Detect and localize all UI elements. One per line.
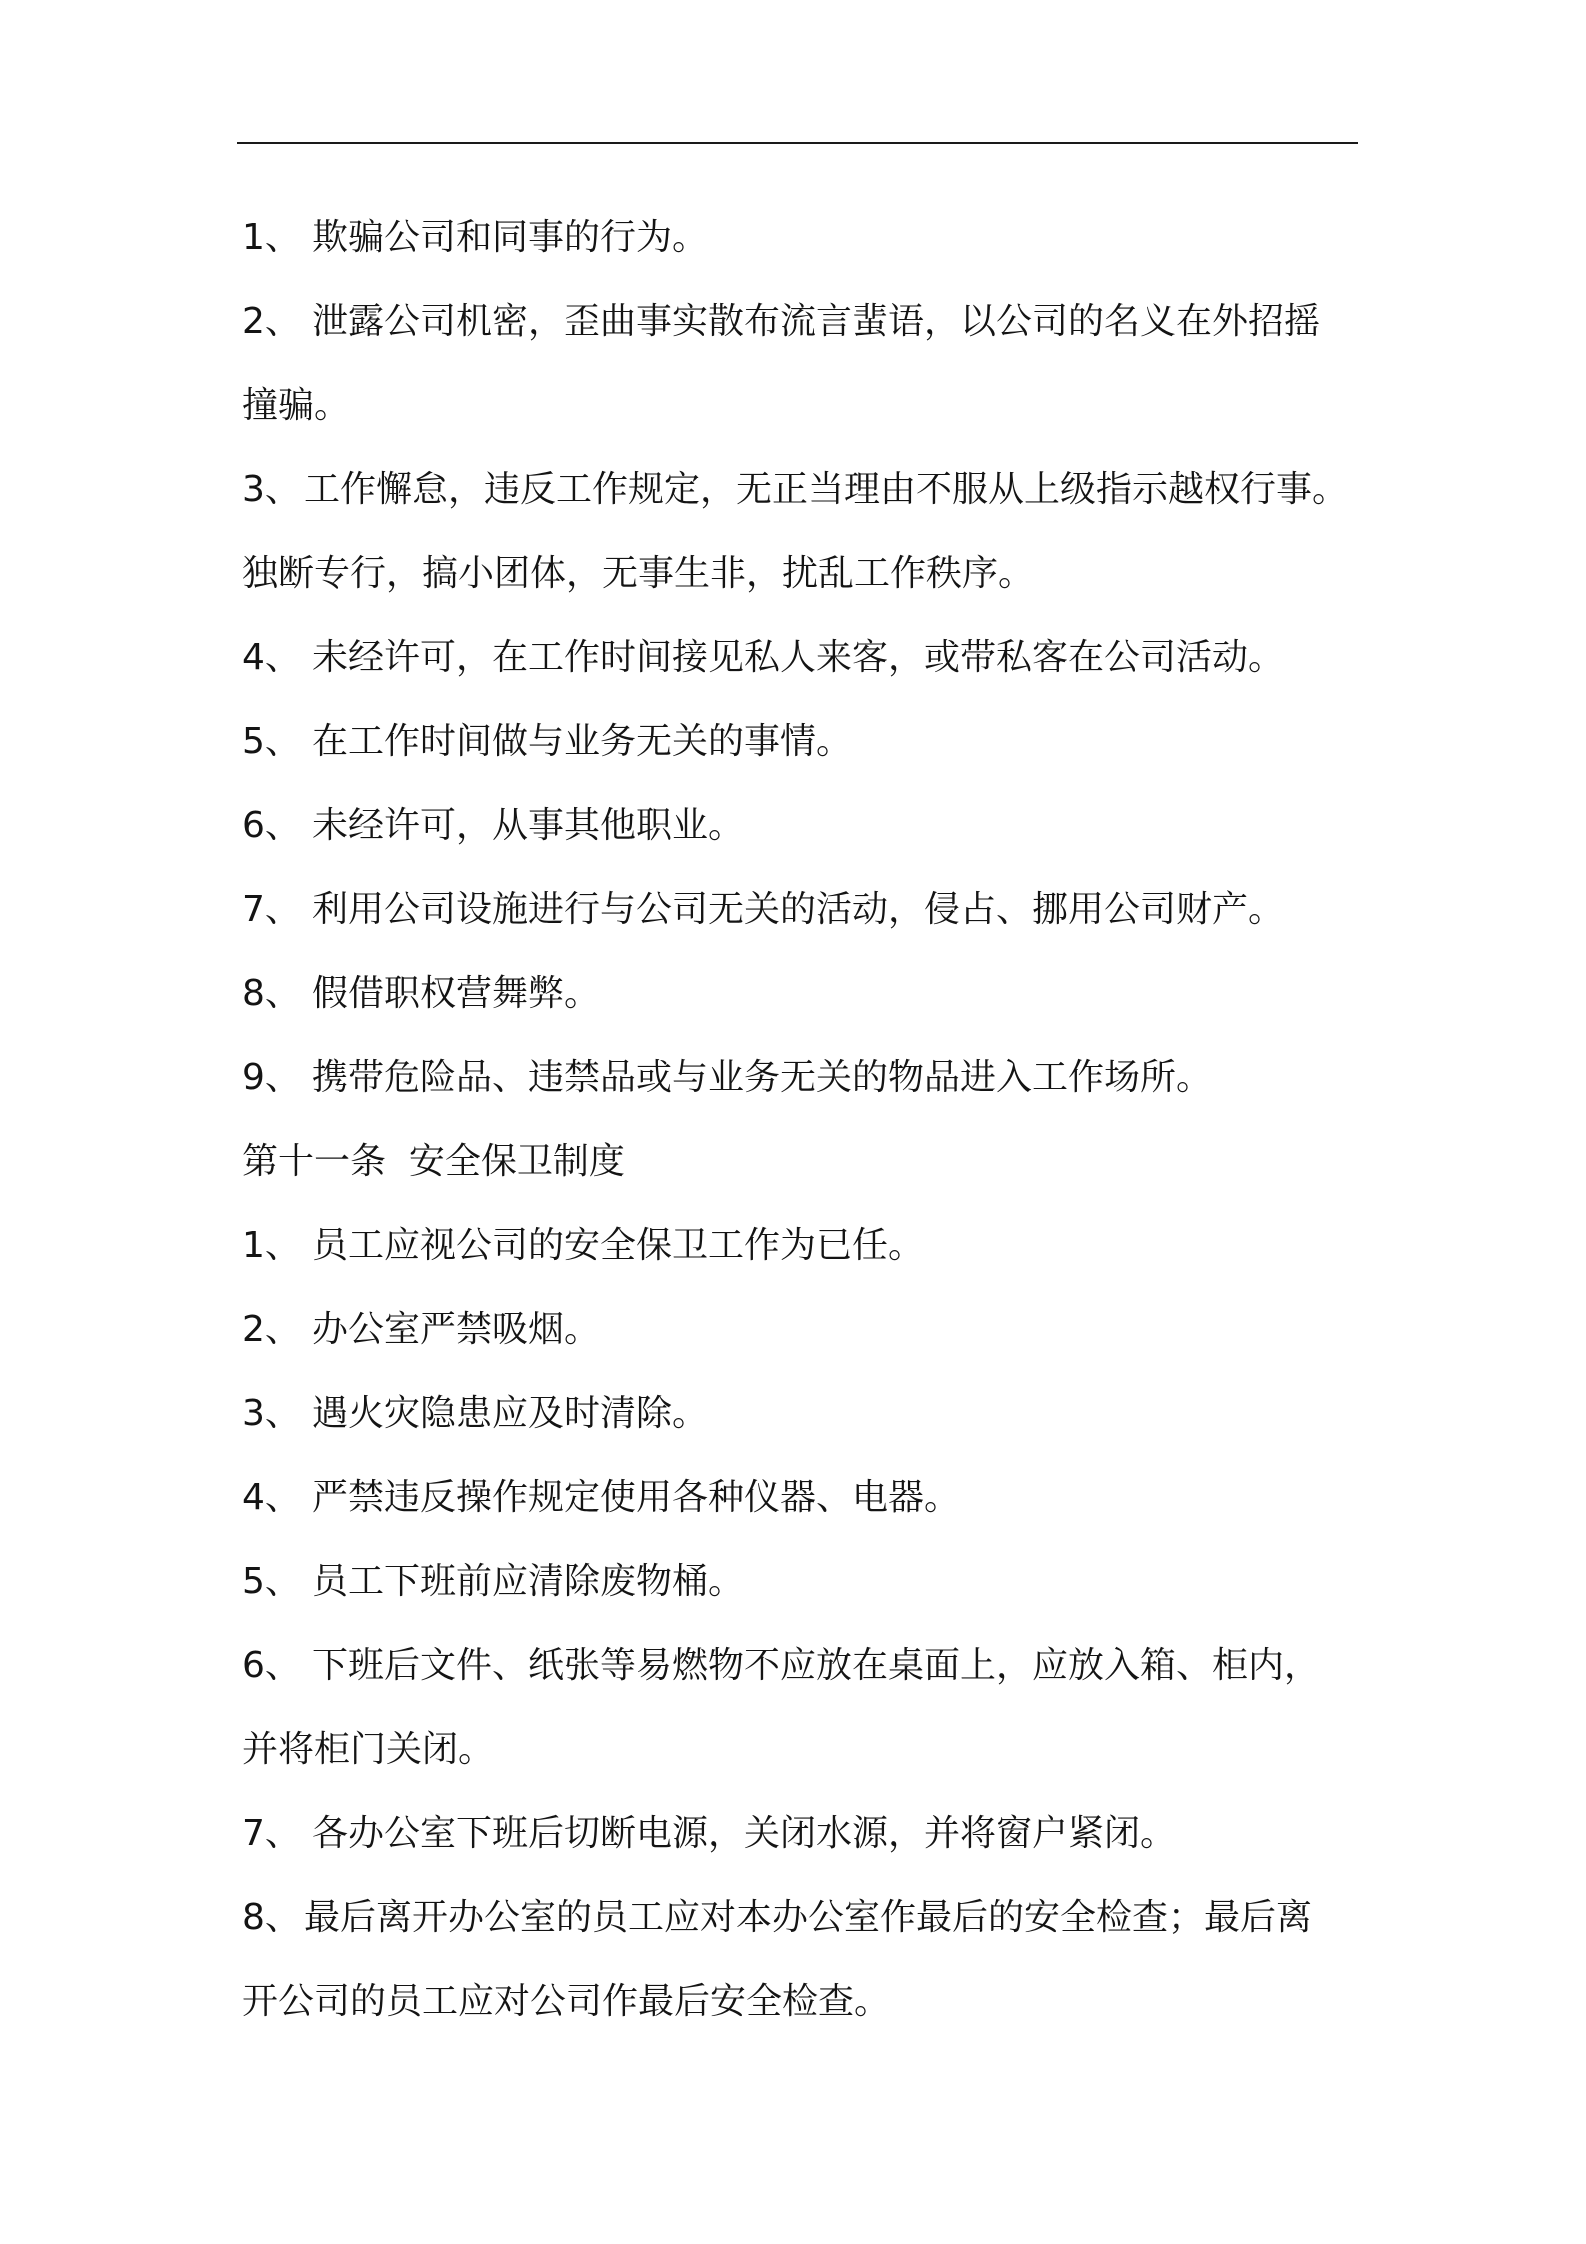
item-number: 1、: [242, 217, 301, 258]
item-number: 5、: [242, 721, 301, 762]
item-number: 8、: [242, 973, 301, 1014]
item-text: 假借职权营舞弊。: [312, 973, 601, 1014]
list-item-b4: [242, 1456, 1366, 1540]
item-number: 5、: [242, 1561, 301, 1602]
item-text: 办公室严禁吸烟。: [312, 1309, 601, 1350]
item-text: 在工作时间做与业务无关的事情。: [312, 721, 853, 762]
item-text: 最后离开办公室的员工应对本办公室作最后的安全检查；最后离: [304, 1897, 1313, 1938]
item-text: 未经许可，在工作时间接见私人来客，或带私客在公司活动。: [312, 637, 1285, 678]
list-item-a8: [242, 952, 1366, 1036]
item-text: 携带危险品、违禁品或与业务无关的物品进入工作场所。: [312, 1057, 1213, 1098]
list-item-a4: [242, 616, 1366, 700]
list-item-a3: [242, 448, 1366, 532]
list-item-b3: [242, 1372, 1366, 1456]
list-item-a2: [242, 280, 1366, 364]
list-item-b6: [242, 1624, 1366, 1708]
list-item-a3-continuation: [242, 532, 1366, 616]
item-number: 3、: [242, 1393, 301, 1434]
list-item-a1: [242, 196, 1366, 280]
list-item-b2: [242, 1288, 1366, 1372]
list-item-b5: [242, 1540, 1366, 1624]
item-number: 2、: [242, 301, 301, 342]
item-text: 工作懈怠，违反工作规定，无正当理由不服从上级指示越权行事。: [304, 469, 1349, 510]
item-number: 4、: [242, 1477, 301, 1518]
item-number: 7、: [242, 889, 301, 930]
item-number: 7、: [242, 1813, 301, 1854]
item-text: 未经许可，从事其他职业。: [312, 805, 745, 846]
header-rule: [237, 142, 1358, 144]
item-number: 3、: [242, 469, 301, 510]
list-item-a7: [242, 868, 1366, 952]
document-body: [242, 196, 1366, 2044]
item-text: 遇火灾隐患应及时清除。: [312, 1393, 709, 1434]
item-text: 下班后文件、纸张等易燃物不应放在桌面上，应放入箱、柜内，: [312, 1645, 1321, 1686]
item-number: 9、: [242, 1057, 301, 1098]
item-number: 1、: [242, 1225, 301, 1266]
list-item-b6-continuation: [242, 1708, 1366, 1792]
list-item-a9: [242, 1036, 1366, 1120]
item-number: 8、: [242, 1897, 301, 1938]
item-text-continuation: 独断专行，搞小团体，无事生非，扰乱工作秩序。: [242, 553, 1035, 594]
item-text-continuation: 开公司的员工应对公司作最后安全检查。: [242, 1981, 891, 2022]
item-text-continuation: 撞骗。: [242, 385, 351, 426]
item-text: 员工下班前应清除废物桶。: [312, 1561, 745, 1602]
item-text: 员工应视公司的安全保卫工作为已任。: [312, 1225, 925, 1266]
section-heading: 第十一条 安全保卫制度: [242, 1141, 625, 1182]
item-text: 泄露公司机密，歪曲事实散布流言蜚语，以公司的名义在外招摇: [312, 301, 1321, 342]
list-item-b1: [242, 1204, 1366, 1288]
item-text-continuation: 并将柜门关闭。: [242, 1729, 495, 1770]
item-text: 各办公室下班后切断电源，关闭水源，并将窗户紧闭。: [312, 1813, 1177, 1854]
list-item-b8-continuation: [242, 1960, 1366, 2044]
list-item-a2-continuation: [242, 364, 1366, 448]
item-text: 利用公司设施进行与公司无关的活动，侵占、挪用公司财产。: [312, 889, 1285, 930]
item-number: 6、: [242, 1645, 301, 1686]
item-text: 严禁违反操作规定使用各种仪器、电器。: [312, 1477, 961, 1518]
item-number: 6、: [242, 805, 301, 846]
list-item-b8: [242, 1876, 1366, 1960]
list-item-b7: [242, 1792, 1366, 1876]
list-item-a6: [242, 784, 1366, 868]
item-text: 欺骗公司和同事的行为。: [312, 217, 709, 258]
item-number: 2、: [242, 1309, 301, 1350]
list-item-a5: [242, 700, 1366, 784]
item-number: 4、: [242, 637, 301, 678]
